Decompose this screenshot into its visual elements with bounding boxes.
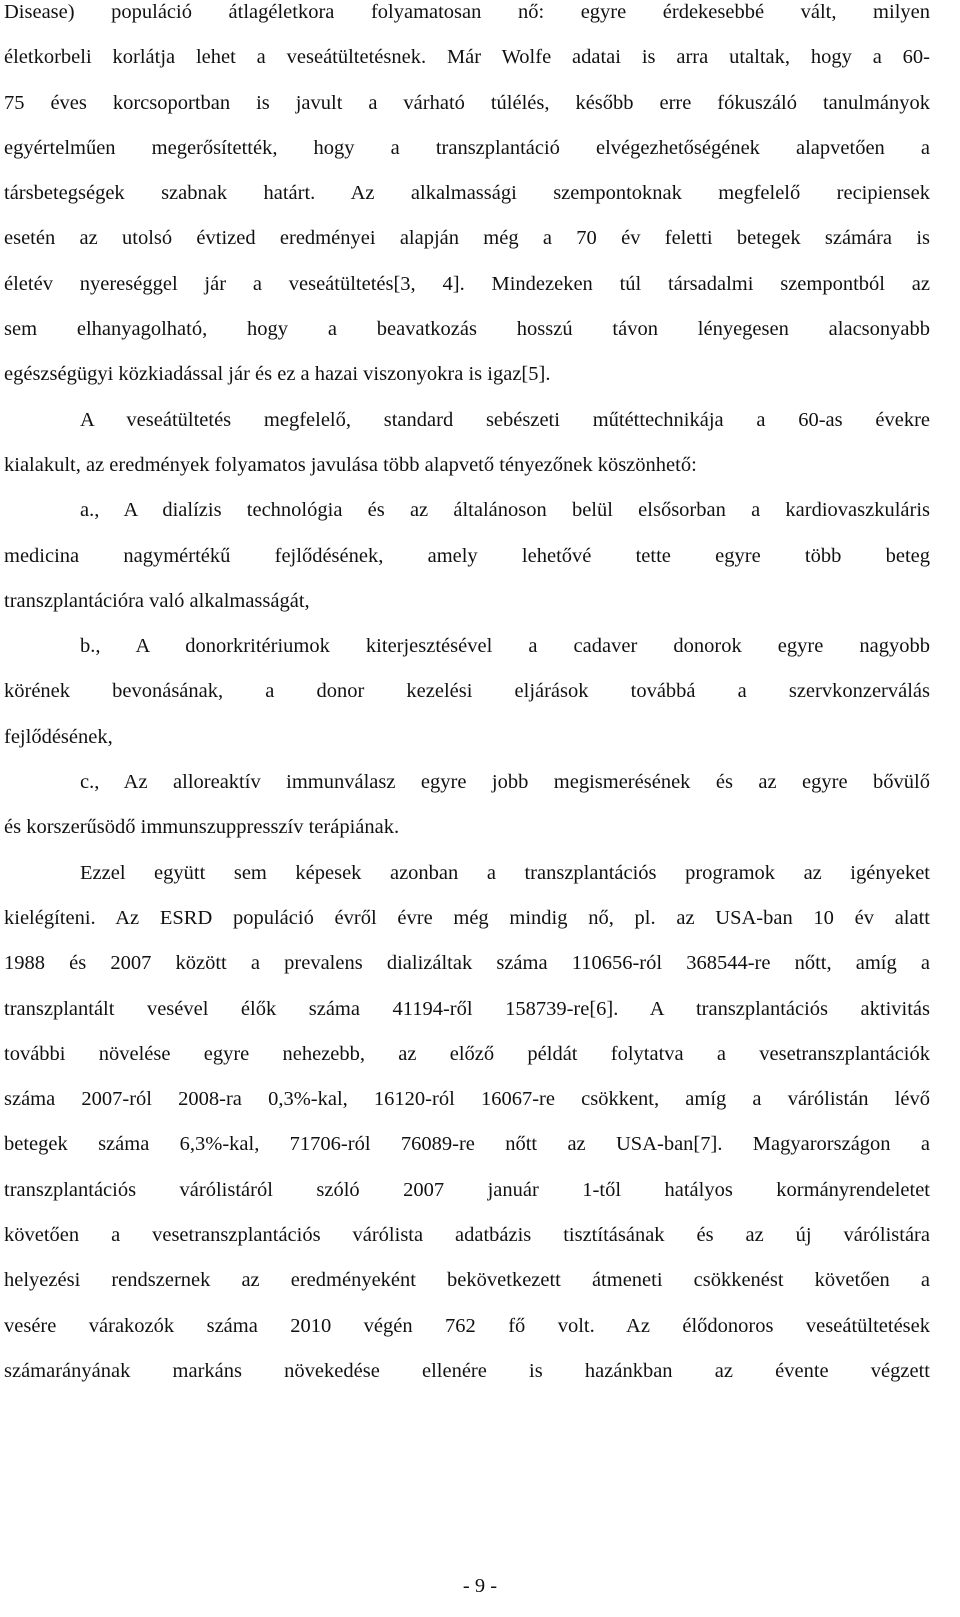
text-line: és korszerűsödő immunszuppresszív terápiának. [4, 816, 400, 839]
list-item-b: b., A donorkritériumok kiterjesztésével a cadaver donorok egyre nagyobb [80, 635, 930, 658]
text-line: körének bevonásának, a donor kezelési eljárások továbbá a szervkonzerválás [4, 680, 930, 703]
text-line: transzplantációs várólistáról szóló 2007 január 1-től hatályos kormányrendeletet [4, 1178, 930, 1201]
document-body [4, 0, 930, 1394]
text-line: esetén az utolsó évtized eredményei alapján még a 70 év feletti betegek számára is [4, 227, 930, 250]
text-line: száma 2007-ról 2008-ra 0,3%-kal, 16120-ról 16067-re csökkent, amíg a várólistán lévő [4, 1088, 930, 1111]
text-line: társbetegségek szabnak határt. Az alkalmassági szempontoknak megfelelő recipiensek [4, 182, 930, 205]
text-line: A veseátültetés megfelelő, standard sebészeti műtéttechnikája a 60-as évekre [80, 408, 930, 431]
text-line: követően a vesetranszplantációs várólista adatbázis tisztításának és az új várólistára [4, 1224, 930, 1247]
text-line: betegek száma 6,3%-kal, 71706-ról 76089-re nőtt az USA-ban[7]. Magyarországon a [4, 1133, 930, 1156]
text-line: kielégíteni. Az ESRD populáció évről évre még mindig nő, pl. az USA-ban 10 év alatt [4, 906, 930, 929]
text-line: transzplantációra való alkalmasságát, [4, 589, 310, 612]
text-line: medicina nagymértékű fejlődésének, amely lehetővé tette egyre több beteg [4, 544, 930, 567]
text-line: egészségügyi közkiadással jár és ez a hazai viszonyokra is igaz[5]. [4, 363, 551, 386]
text-line: 75 éves korcsoportban is javult a várható túlélés, később erre fókuszáló tanulmányok [4, 91, 930, 114]
text-line: életkorbeli korlátja lehet a veseátültetésnek. Már Wolfe adatai is arra utaltak, hogy a 60- [4, 46, 930, 69]
list-item-c: c., Az alloreaktív immunválasz egyre jobb megismerésének és az egyre bővülő [80, 771, 930, 794]
text-line: 1988 és 2007 között a prevalens dializáltak száma 110656-ról 368544-re nőtt, amíg a [4, 952, 930, 975]
page-number: - 9 - [462, 1575, 498, 1597]
text-line: Ezzel együtt sem képesek azonban a transzplantációs programok az igényeket [80, 861, 930, 884]
text-line: számarányának markáns növekedése ellenére is hazánkban az évente végzett [4, 1359, 930, 1382]
text-line: egyértelműen megerősítették, hogy a transzplantáció elvégezhetőségének alapvetően a [4, 136, 930, 159]
text-line: vesére várakozók száma 2010 végén 762 fő volt. Az élődonoros veseátültetések [4, 1314, 930, 1337]
text-line: sem elhanyagolható, hogy a beavatkozás hosszú távon lényegesen alacsonyabb [4, 318, 930, 341]
text-line: transzplantált vesével élők száma 41194-ről 158739-re[6]. A transzplantációs aktivitás [4, 997, 930, 1020]
text-line: kialakult, az eredmények folyamatos javulása több alapvető tényezőnek köszönhető: [4, 453, 697, 476]
text-line: fejlődésének, [4, 725, 113, 748]
text-line: életév nyereséggel jár a veseátültetés[3, 4]. Mindezeken túl társadalmi szempontból az [4, 272, 930, 295]
text-line: Disease) populáció átlagéletkora folyamatosan nő: egyre érdekesebbé vált, milyen [4, 1, 930, 23]
text-line: helyezési rendszernek az eredményeként bekövetkezett átmeneti csökkenést követően a [4, 1269, 930, 1292]
list-item-a: a., A dialízis technológia és az általánoson belül elsősorban a kardiovaszkuláris [80, 499, 930, 522]
text-line: további növelése egyre nehezebb, az előző példát folytatva a vesetranszplantációk [4, 1042, 930, 1065]
